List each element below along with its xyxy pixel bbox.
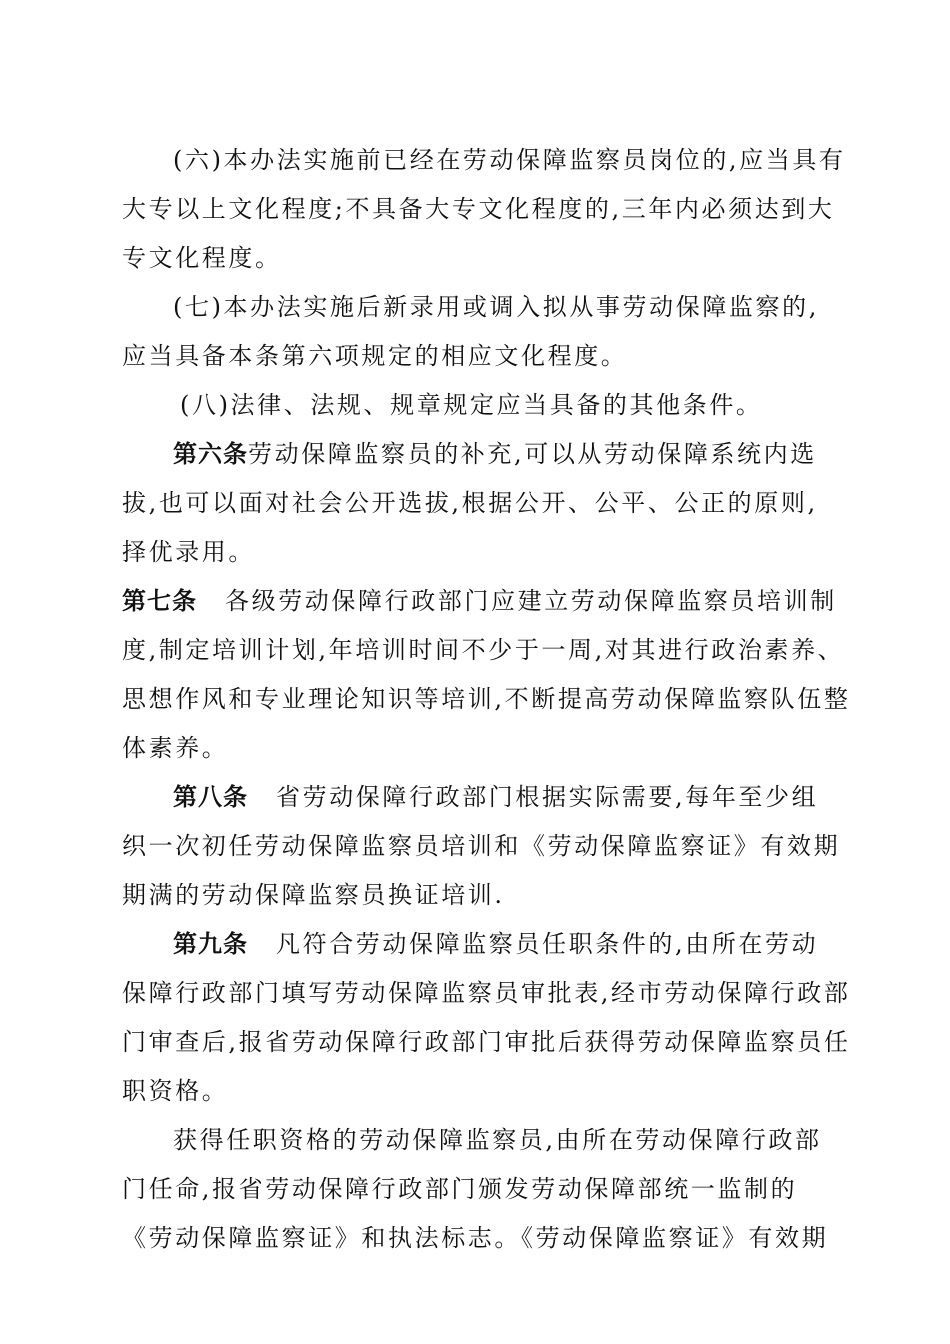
text-line: 拔,也可以面对社会公开选拔,根据公开、公平、公正的原则, xyxy=(122,489,818,517)
text-line: 思想作风和专业理论知识等培训,不断提高劳动保障监察队伍整 xyxy=(122,685,851,713)
article-text: 劳动保障监察员的补充,可以从劳动保障系统内选 xyxy=(248,440,817,468)
text-line: 度,制定培训计划,年培训时间不少于一周,对其进行政治素养、 xyxy=(122,636,845,664)
text-line: 织一次初任劳动保障监察员培训和《劳动保障监察证》有效期 xyxy=(122,832,841,860)
text-line: 期满的劳动保障监察员换证培训. xyxy=(122,881,505,909)
article-text: 省劳动保障行政部门根据实际需要,每年至少组 xyxy=(276,783,819,811)
article-heading: 第六条 xyxy=(173,440,248,468)
article-first-line xyxy=(122,586,837,616)
text-line: 门审查后,报省劳动保障行政部门审批后获得劳动保障监察员任 xyxy=(122,1028,851,1056)
article-heading: 第八条 xyxy=(173,783,248,811)
text-line: 大专以上文化程度;不具备大专文化程度的,三年内必须达到大 xyxy=(122,195,835,223)
text-line: 门任命,报省劳动保障行政部门颁发劳动保障部统一监制的 xyxy=(122,1175,798,1203)
text-line: 专文化程度。 xyxy=(122,244,282,272)
text-line: (六)本办法实施前已经在劳动保障监察员岗位的,应当具有 xyxy=(173,146,846,174)
article-heading: 第九条 xyxy=(173,930,248,958)
text-line: (七)本办法实施后新录用或调入拟从事劳动保障监察的, xyxy=(173,293,819,321)
text-line: 职资格。 xyxy=(122,1077,229,1105)
text-line: (八)法律、法规、规章规定应当具备的其他条件。 xyxy=(180,391,763,419)
text-line: 应当具备本条第六项规定的相应文化程度。 xyxy=(122,342,628,370)
text-line: 体素养。 xyxy=(122,734,229,762)
article-first-line xyxy=(173,439,817,469)
article-first-line xyxy=(173,929,818,959)
article-heading: 第七条 xyxy=(122,587,197,615)
text-line: 获得任职资格的劳动保障监察员,由所在劳动保障行政部 xyxy=(173,1126,822,1154)
article-first-line xyxy=(173,782,818,812)
text-line: 择优录用。 xyxy=(122,538,255,566)
text-line: 《劳动保障监察证》和执法标志。《劳动保障监察证》有效期 xyxy=(122,1224,829,1252)
text-line: 保障行政部门填写劳动保障监察员审批表,经市劳动保障行政部 xyxy=(122,979,851,1007)
article-text: 各级劳动保障行政部门应建立劳动保障监察员培训制 xyxy=(225,587,837,615)
article-text: 凡符合劳动保障监察员任职条件的,由所在劳动 xyxy=(276,930,819,958)
